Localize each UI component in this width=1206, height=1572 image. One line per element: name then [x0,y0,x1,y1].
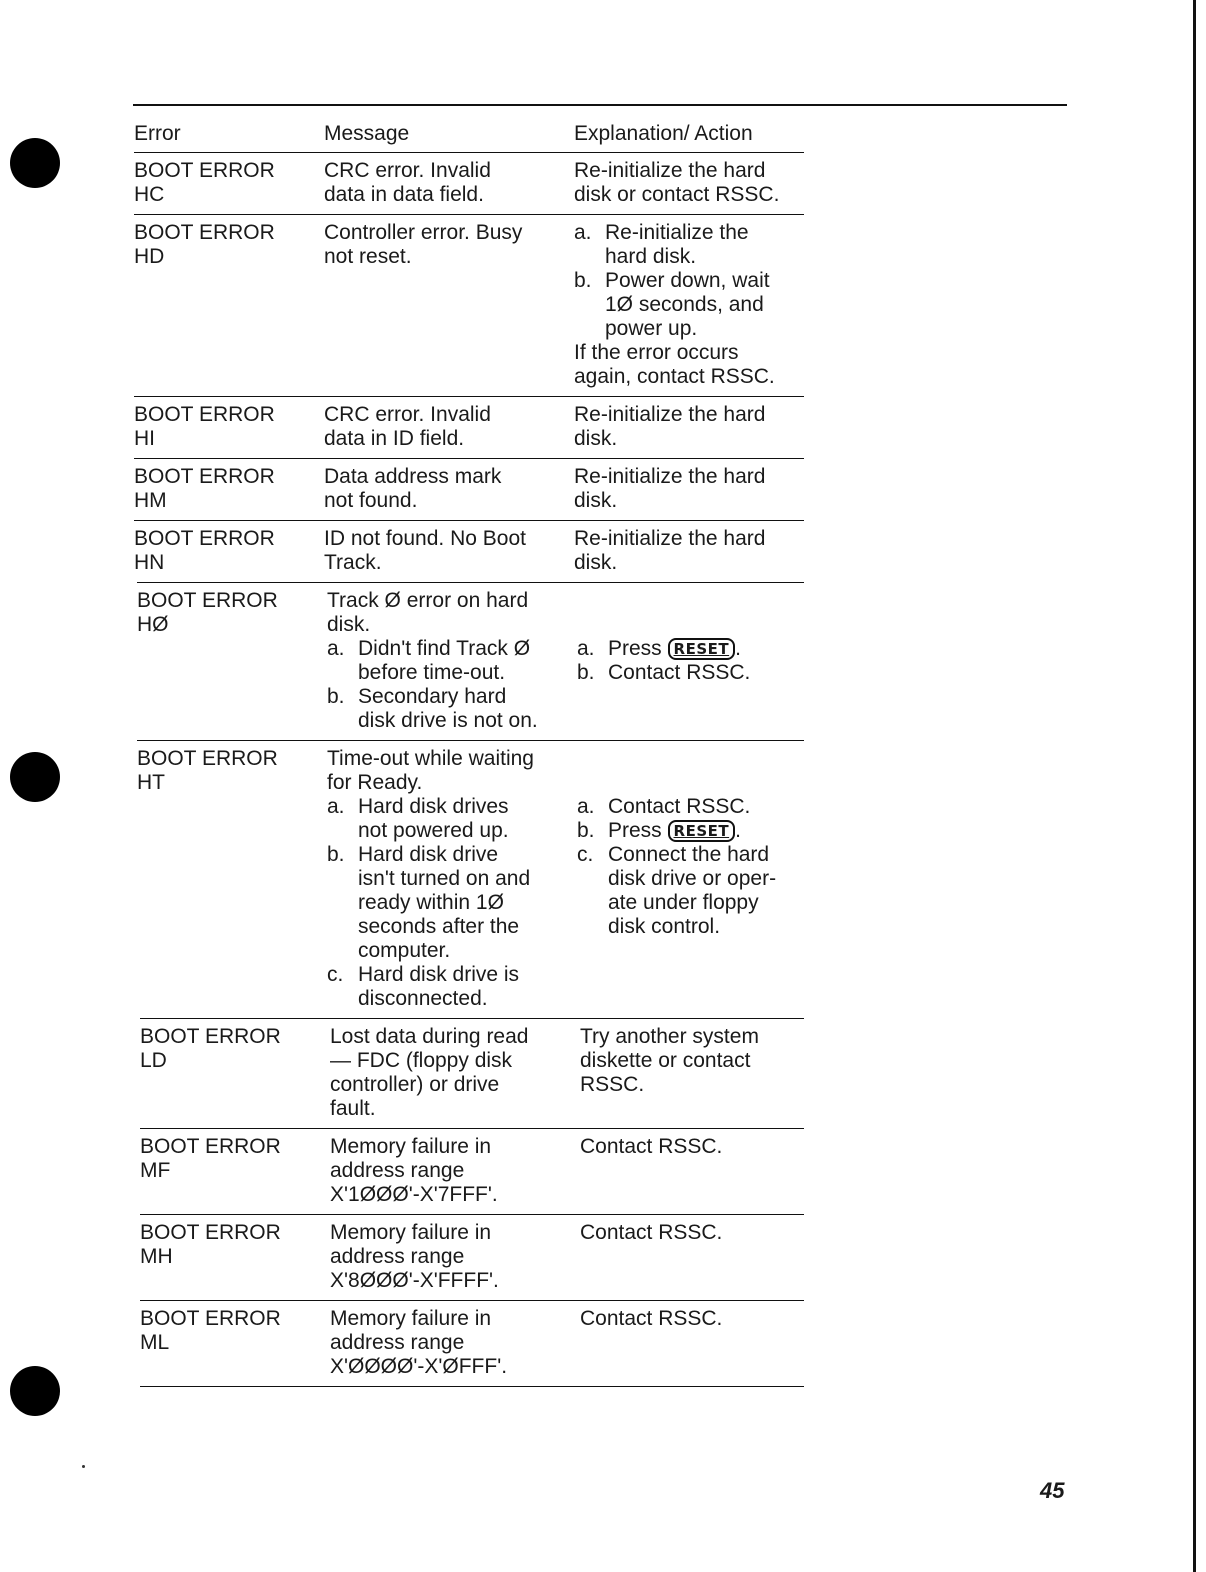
item-suffix: . [735,637,741,660]
cell-line: Re-initialize the hard [574,527,766,550]
error-code [134,465,324,513]
action-cell [574,465,804,513]
item-line: disk drive is not on. [358,709,538,732]
item-line: disk control. [608,915,721,938]
action-cell [574,159,804,207]
table-header [134,118,804,152]
item-label: a. [577,637,595,660]
spacer-line [577,747,807,771]
item-line: hard disk. [605,245,697,268]
error-line: HC [134,183,165,206]
table-row [134,458,804,520]
action-cell [577,747,807,939]
item-line: disk drive or oper- [608,867,777,890]
list-item [327,963,577,1011]
message-cell [330,1135,580,1207]
item-label: c. [327,963,344,986]
header-explanation: Explanation/ Action [574,122,753,145]
error-code [134,159,324,207]
error-code [134,527,324,575]
error-line: HN [134,551,165,574]
item-label: b. [327,685,345,708]
cell-line: disk or contact RSSC. [574,183,780,206]
item-body [358,795,509,843]
item-label: b. [574,269,592,292]
item-label: c. [577,843,594,866]
cell-line: for Ready. [327,771,423,794]
table-row [134,520,804,582]
item-line: 1Ø seconds, and [605,293,764,316]
item-label: a. [577,795,595,818]
item-label: b. [577,661,595,684]
error-line: HØ [137,613,169,636]
error-line: BOOT ERROR [134,465,275,488]
table-row [140,1128,804,1214]
cell-line: fault. [330,1097,376,1120]
message-cell [330,1307,580,1379]
item-line: computer. [358,939,451,962]
error-line: HD [134,245,165,268]
list-item [327,795,577,843]
cell-line: Contact RSSC. [580,1221,723,1244]
cell-line: data in data field. [324,183,484,206]
cell-line: Memory failure in [330,1135,492,1158]
cell-line: disk. [574,427,618,450]
error-code [140,1135,330,1183]
reset-key-icon: RESET [668,820,736,842]
table-row [134,152,804,214]
list-item [327,685,577,733]
cell-line: Controller error. Busy [324,221,523,244]
error-line: HI [134,427,155,450]
error-table [134,118,804,1387]
item-line: before time-out. [358,661,506,684]
cell-line: disk. [574,489,618,512]
error-code [140,1025,330,1073]
table-row [137,582,804,740]
list-item [577,637,807,661]
item-text: Press [608,819,668,842]
item-body [358,637,530,685]
error-line: BOOT ERROR [140,1135,281,1158]
item-line: seconds after the [358,915,520,938]
item-line: Secondary hard [358,685,507,708]
punch-hole-bottom [10,1366,60,1416]
item-line: Power down, wait [605,269,770,292]
error-line: BOOT ERROR [140,1221,281,1244]
cell-line: Memory failure in [330,1221,492,1244]
punch-hole-middle [10,752,60,802]
item-body [605,221,749,269]
action-cell [580,1135,810,1159]
item-body [608,795,750,819]
item-body [358,685,538,733]
item-line: Hard disk drive [358,843,499,866]
error-line: ML [140,1331,170,1354]
action-cell [574,403,804,451]
reset-key-icon: RESET [668,638,736,660]
message-cell [324,403,574,451]
message-cell [324,465,574,513]
error-line: MH [140,1245,173,1268]
list-item [327,637,577,685]
error-code [134,221,324,269]
cell-line: CRC error. Invalid [324,403,491,426]
error-code [137,589,327,637]
item-line: Didn't find Track Ø [358,637,531,660]
error-line: MF [140,1159,171,1182]
cell-line: If the error occurs [574,341,739,364]
item-line: ready within 1Ø [358,891,504,914]
page-edge [1193,0,1196,1572]
error-code [140,1221,330,1269]
message-cell [327,747,577,1011]
item-line: Hard disk drive is [358,963,520,986]
error-line: BOOT ERROR [134,527,275,550]
cell-line: disk. [327,613,371,636]
item-line: Hard disk drives [358,795,509,818]
table-row [140,1214,804,1300]
cell-line: address range [330,1245,465,1268]
cell-line: not reset. [324,245,412,268]
action-cell [580,1221,810,1245]
error-line: HM [134,489,167,512]
item-body [608,661,750,685]
spacer-line [577,771,807,795]
cell-line: Track Ø error on hard [327,589,529,612]
error-line: BOOT ERROR [134,159,275,182]
item-line: not powered up. [358,819,509,842]
item-line: Connect the hard [608,843,770,866]
cell-line: X'8ØØØ'-X'FFFF'. [330,1269,499,1292]
list-item [574,269,804,341]
cell-line: ID not found. No Boot [324,527,526,550]
cell-line: X'ØØØØ'-X'ØFFF'. [330,1355,508,1378]
header-error: Error [134,122,181,145]
item-label: a. [327,637,345,660]
message-cell [324,527,574,575]
cell-line: Re-initialize the hard [574,465,766,488]
item-body [358,843,530,963]
cell-line: address range [330,1331,465,1354]
table-row [134,214,804,396]
cell-line: address range [330,1159,465,1182]
list-item [574,221,804,269]
item-label: a. [574,221,592,244]
header-message: Message [324,122,410,145]
cell-line: RSSC. [580,1073,645,1096]
error-line: BOOT ERROR [134,403,275,426]
item-text: Press [608,637,668,660]
action-cell [574,527,804,575]
message-cell [324,221,574,269]
item-line: Contact RSSC. [608,795,751,818]
error-line: BOOT ERROR [140,1307,281,1330]
action-cell [580,1025,810,1097]
table-body [134,152,804,1387]
error-code [137,747,327,795]
cell-line: Data address mark [324,465,502,488]
item-line [608,819,741,843]
punch-hole-top [10,138,60,188]
list-item [577,843,807,939]
error-line: BOOT ERROR [137,747,278,770]
cell-line: data in ID field. [324,427,465,450]
spacer-line [577,589,807,613]
error-code [134,403,324,451]
error-code [140,1307,330,1355]
item-line: power up. [605,317,698,340]
cell-line: Try another system [580,1025,759,1048]
item-label: b. [577,819,595,842]
error-line: HT [137,771,165,794]
item-body [608,819,741,843]
cell-line: Contact RSSC. [580,1135,723,1158]
item-line: ate under floppy [608,891,759,914]
message-cell [327,589,577,733]
cell-line: controller) or drive [330,1073,500,1096]
error-line: BOOT ERROR [140,1025,281,1048]
cell-line: Contact RSSC. [580,1307,723,1330]
item-body [358,963,519,1011]
cell-line: Re-initialize the hard [574,403,766,426]
item-suffix: . [735,819,741,842]
item-line [608,637,741,661]
action-cell [574,221,804,389]
speck [82,1465,85,1468]
list-item [577,795,807,819]
table-row [137,740,804,1018]
item-line: Re-initialize the [605,221,749,244]
action-cell [580,1307,810,1331]
error-line: LD [140,1049,167,1072]
spacer-line [577,613,807,637]
message-cell [324,159,574,207]
cell-line: Re-initialize the hard [574,159,766,182]
table-row [140,1018,804,1128]
item-line: disconnected. [358,987,488,1010]
table-row [134,396,804,458]
cell-line: again, contact RSSC. [574,365,775,388]
cell-line: Time-out while waiting [327,747,534,770]
cell-line: X'1ØØØ'-X'7FFF'. [330,1183,498,1206]
item-label: b. [327,843,345,866]
item-body [608,637,741,661]
top-rule [133,104,1067,106]
cell-line: — FDC (floppy disk [330,1049,513,1072]
cell-line: not found. [324,489,418,512]
cell-line: CRC error. Invalid [324,159,491,182]
cell-line: Memory failure in [330,1307,492,1330]
item-body [608,843,776,939]
cell-line: Track. [324,551,382,574]
action-cell [577,589,807,685]
error-line: BOOT ERROR [134,221,275,244]
item-label: a. [327,795,345,818]
page-number: 45 [1040,1478,1065,1503]
item-line: isn't turned on and [358,867,531,890]
table-row [140,1300,804,1387]
item-line: Contact RSSC. [608,661,751,684]
list-item [327,843,577,963]
error-line: BOOT ERROR [137,589,278,612]
cell-line: disk. [574,551,618,574]
list-item [577,661,807,685]
message-cell [330,1221,580,1293]
item-body [605,269,770,341]
cell-line: diskette or contact [580,1049,751,1072]
message-cell [330,1025,580,1121]
cell-line: Lost data during read [330,1025,529,1048]
list-item [577,819,807,843]
